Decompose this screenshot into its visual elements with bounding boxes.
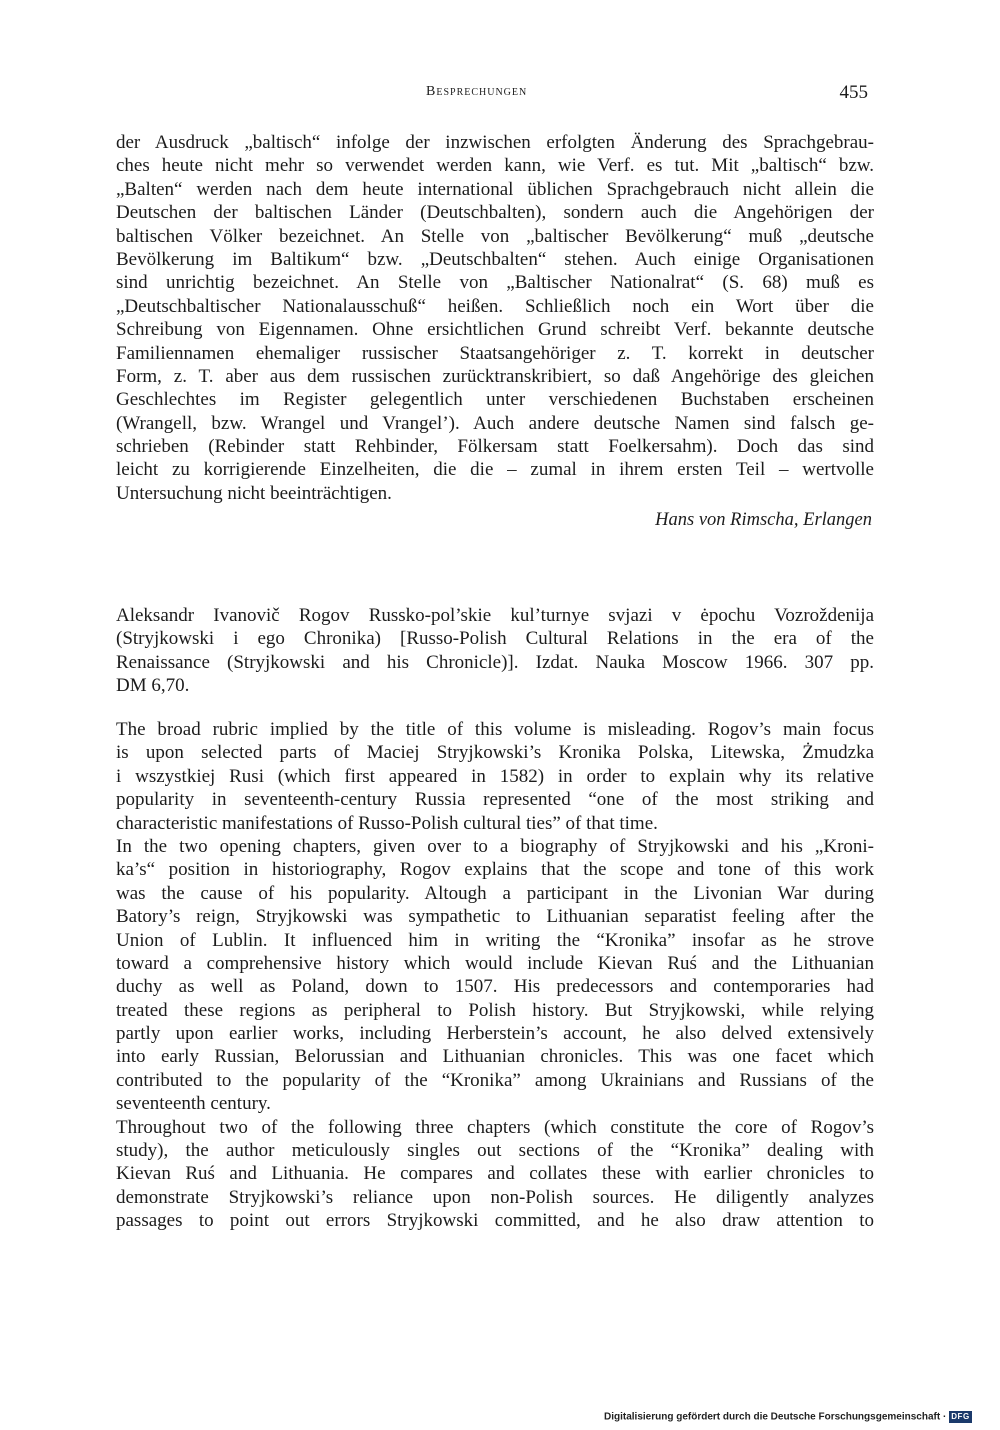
text-line: partly upon earlier works, including Herberstein’s account, he also delved extensively bbox=[116, 1023, 874, 1045]
text-line: Union of Lublin. It influenced him in writing the “Kronika” insofar as he strove bbox=[116, 929, 874, 951]
biblio-line: Aleksandr Ivanovič Rogov Russko-pol’skie kul’turnye svjazi v ėpochu Vozroždenija bbox=[116, 605, 874, 626]
text-line: into early Russian, Belorussian and Lithuanian chronicles. This was one facet which bbox=[116, 1046, 874, 1068]
text-line: Familiennamen ehemaliger russischer Staatsangehöriger z. T. korrekt in deutscher bbox=[116, 342, 874, 364]
text-line: „Deutschbaltischer Nationalausschuß“ heißen. Schließlich noch ein Wort über die bbox=[116, 295, 874, 317]
text-line: i wszystkiej Rusi (which first appeared in 1582) in order to explain why its relative bbox=[116, 765, 874, 787]
biblio-line: DM 6,70. bbox=[116, 675, 190, 697]
text-line: Throughout two of the following three chapters (which constitute the core of Rogov’s bbox=[116, 1116, 874, 1138]
text-line: schrieben (Rebinder statt Rehbinder, Fölkersam statt Foelkersahm). Doch das sind bbox=[116, 436, 874, 458]
text-line: demonstrate Stryjkowski’s reliance upon non-Polish sources. He diligently analyzes bbox=[116, 1186, 874, 1208]
text-line: leicht zu korrigierende Einzelheiten, die die – zumal in ihrem ersten Teil – wertvolle bbox=[116, 459, 874, 481]
text-line: study), the author meticulously singles out sections of the “Kronika” dealing with bbox=[116, 1140, 874, 1162]
text-line: was the cause of his popularity. Altough a participant in the Livonian War during bbox=[116, 882, 874, 904]
text-line: passages to point out errors Stryjkowski committed, and he also draw attention to bbox=[116, 1210, 874, 1232]
review-1-body bbox=[116, 131, 874, 505]
text-line: der Ausdruck „baltisch“ infolge der inzwischen erfolgten Änderung des Sprachgebrau- bbox=[116, 132, 874, 153]
running-head bbox=[116, 84, 876, 108]
text-line: Schreibung von Eigennamen. Ohne ersichtlichen Grund schreibt Verf. bekannte deutsche bbox=[116, 319, 874, 341]
funding-note-text: Digitalisierung gefördert durch die Deutsche Forschungsgemeinschaft · bbox=[604, 1411, 947, 1423]
text-line: Geschlechtes im Register gelegentlich unter verschiedenen Buchstaben erscheinen bbox=[116, 389, 874, 411]
text-line: popularity in seventeenth-century Russia represented “one of the most striking and bbox=[116, 789, 874, 811]
text-line: (Wrangell, bzw. Wrangel und Vrangel’). Auch andere deutsche Namen sind falsch ge- bbox=[116, 412, 874, 434]
page-number: 455 bbox=[839, 82, 868, 103]
text-line: treated these regions as peripheral to Polish history. But Stryjkowski, while relying bbox=[116, 999, 874, 1021]
text-line: ka’s“ position in historiography, Rogov explains that the scope and tone of this work bbox=[116, 859, 874, 881]
text-line: duchy as well as Poland, down to 1507. His predecessors and contemporaries had bbox=[116, 976, 874, 998]
text-line: contributed to the popularity of the “Kronika” among Ukrainians and Russians of the bbox=[116, 1069, 874, 1091]
text-line: Form, z. T. aber aus dem russischen zurücktranskribiert, so daß Angehörige des gleichen bbox=[116, 365, 874, 387]
text-line: toward a comprehensive history which would include Kievan Ruś and the Lithuanian bbox=[116, 952, 874, 974]
text-line: ches heute nicht mehr so verwendet werden kann, wie Verf. es tut. Mit „baltisch“ bzw. bbox=[116, 155, 874, 177]
text-line: „Balten“ werden nach dem heute international üblichen Sprachgebrauch nicht allein die bbox=[116, 178, 874, 200]
text-line: Batory’s reign, Stryjkowski was sympathetic to Lithuanian separatist feeling after the bbox=[116, 906, 874, 928]
review-2-body bbox=[116, 718, 874, 1233]
text-line: Kievan Ruś and Lithuania. He compares and collates these with earlier chronicles to bbox=[116, 1163, 874, 1185]
running-title: Besprechungen bbox=[426, 84, 528, 99]
text-line: Untersuchung nicht beeinträchtigen. bbox=[116, 482, 392, 504]
text-line: Bevölkerung im Baltikum“ bzw. „Deutschbalten“ stehen. Auch einige Organisationen bbox=[116, 248, 874, 270]
text-line: baltischen Völker bezeichnet. An Stelle von „baltischer Bevölkerung“ muß „deutsche bbox=[116, 225, 874, 247]
text-line: Deutschen der baltischen Länder (Deutschbalten), sondern auch die Angehörigen der bbox=[116, 202, 874, 224]
text-line: characteristic manifestations of Russo-Polish cultural ties” of that time. bbox=[116, 812, 658, 834]
biblio-line: Renaissance (Stryjkowski and his Chronicle)]. Izdat. Nauka Moscow 1966. 307 pp. bbox=[116, 651, 874, 673]
reviewer-signature: Hans von Rimscha, Erlangen bbox=[655, 510, 872, 530]
text-line: sind unrichtig bezeichnet. An Stelle von „Baltischer Nationalrat“ (S. 68) muß es bbox=[116, 272, 874, 294]
bibliographic-entry bbox=[116, 604, 874, 698]
biblio-line: (Stryjkowski i ego Chronika) [Russo-Polish Cultural Relations in the era of the bbox=[116, 628, 874, 650]
text-line: In the two opening chapters, given over to a biography of Stryjkowski and his „Kroni- bbox=[116, 835, 874, 857]
text-line: seventeenth century. bbox=[116, 1093, 271, 1115]
text-line: The broad rubric implied by the title of this volume is misleading. Rogov’s main focus bbox=[116, 719, 874, 740]
digitization-note bbox=[604, 1411, 972, 1423]
text-line: is upon selected parts of Maciej Stryjkowski’s Kronika Polska, Litewska, Żmudzka bbox=[116, 742, 874, 764]
dfg-logo: DFG bbox=[951, 1412, 970, 1421]
